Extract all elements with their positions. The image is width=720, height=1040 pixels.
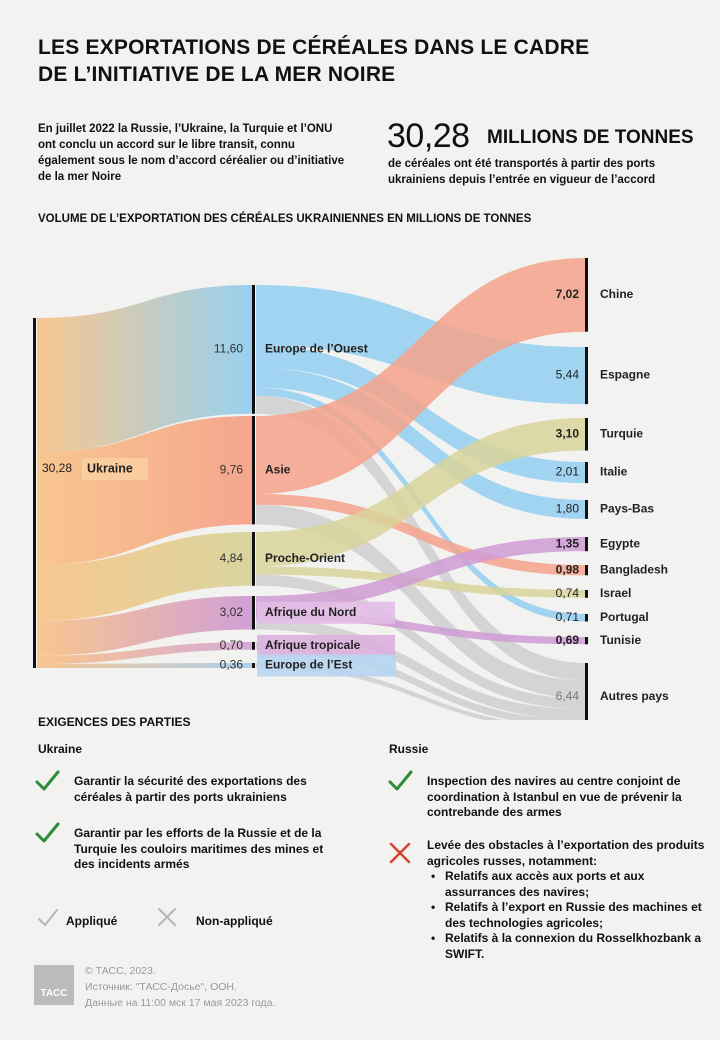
label-region-name: Proche-Orient [265, 551, 346, 566]
node-portugal [585, 614, 588, 621]
label-region-name: Europe de l’Ouest [265, 341, 368, 356]
legend-check-icon [37, 907, 59, 929]
page-title: LES EXPORTATIONS DE CÉRÉALES DANS LE CADRE DE L’INITIATIVE DE LA MER NOIRE [38, 36, 590, 86]
total-number: 30,28 [387, 117, 470, 155]
label-country-value: 7,02 [555, 287, 579, 302]
russia-requirement-2 [427, 838, 709, 962]
label-country-name: Egypte [600, 536, 641, 551]
intro-text: En juillet 2022 la Russie, l’Ukraine, la Turquie et l’ONU ont conclu un accord sur le libre transit, connu également sous le nom d’accord céréalier ou d’initiative de la mer Noire [38, 123, 345, 183]
label-country-value: 5,44 [555, 367, 579, 382]
legend-applied: Appliqué [66, 914, 118, 928]
label-region-value: 4,84 [219, 551, 243, 566]
node-turquie [585, 418, 588, 451]
check-icon [34, 768, 60, 794]
label-country-value: 6,44 [555, 688, 579, 703]
check-icon [34, 820, 60, 846]
label-country-value: 0,98 [555, 562, 579, 577]
node-ukraine [33, 318, 36, 668]
chart-title: VOLUME DE L’EXPORTATION DES CÉRÉALES UKRAINIENNES EN MILLIONS DE TONNES [38, 213, 532, 225]
russia-requirement-2-text: Levée des obstacles à l’exportation des produits agricoles russes, notamment: [427, 838, 705, 868]
node-afrique-tropicale [252, 642, 255, 650]
bullet-item: • Relatifs à la connexion du Rosselkhozbank a SWIFT. [445, 931, 709, 962]
cross-icon [387, 840, 413, 866]
tass-logo: ТАСС [34, 965, 74, 1005]
label-country-name: Portugal [600, 609, 649, 624]
label-country-name: Chine [600, 287, 634, 302]
node-bangladesh [585, 565, 588, 575]
footer-line: Данные на 11:00 мск 17 мая 2023 года. [85, 997, 276, 1009]
label-country-name: Pays-Bas [600, 501, 655, 516]
label-region-name: Afrique tropicale [265, 638, 361, 653]
total-caption: de céréales ont été transportés à partir des ports ukrainiens depuis l’entrée en vigueur de l’accord [388, 158, 656, 186]
node-pays-bas [585, 500, 588, 519]
node-proche-orient [252, 532, 255, 586]
node-asie [252, 416, 255, 524]
label-country-value: 2,01 [555, 464, 579, 479]
russia-requirement-2-bullets [427, 869, 709, 962]
footer-line: Источник: "ТАСС-Досье", ООН. [85, 981, 237, 993]
node-egypte [585, 537, 588, 551]
label-region-value: 0,36 [219, 657, 243, 672]
node-afrique-nord [252, 596, 255, 630]
check-icon [387, 768, 413, 794]
legend-cross-icon [156, 906, 178, 928]
russia-requirement-1: Inspection des navires au centre conjoint de coordination à Istanbul en vue de prévenir la contrebande des armes [427, 774, 682, 819]
label-ukraine-value: 30,28 [42, 461, 73, 476]
label-region-name: Afrique du Nord [265, 604, 357, 619]
label-ukraine-name: Ukraine [87, 461, 133, 476]
label-country-name: Espagne [600, 367, 651, 382]
label-region-value: 3,02 [219, 604, 243, 619]
label-country-name: Italie [600, 464, 628, 479]
label-region-name: Europe de l’Est [265, 657, 353, 672]
node-europe-ouest [252, 285, 255, 414]
label-country-value: 0,74 [555, 586, 579, 601]
label-region-value: 11,60 [213, 341, 243, 356]
node-chine [585, 258, 588, 332]
label-country-name: Israel [600, 586, 632, 601]
label-region-value: 0,70 [219, 638, 243, 653]
ukraine-requirement-2: Garantir par les efforts de la Russie et de la Turquie les couloirs maritimes des mines et des incidents armés [74, 826, 324, 871]
node-italie [585, 462, 588, 483]
node-autres [585, 663, 588, 720]
label-country-name: Autres pays [600, 688, 669, 703]
label-region-value: 9,76 [219, 462, 243, 477]
label-country-value: 0,71 [555, 609, 579, 624]
russia-column-title: Russie [389, 742, 429, 756]
label-region-name: Asie [265, 462, 291, 477]
node-europe-est [252, 663, 255, 668]
label-country-value: 0,69 [555, 632, 579, 647]
requirements-title: EXIGENCES DES PARTIES [38, 715, 191, 729]
total-unit: MILLIONS DE TONNES [487, 127, 694, 148]
label-country-name: Bangladesh [600, 562, 669, 577]
label-country-value: 1,80 [555, 501, 579, 516]
ukraine-requirement-1: Garantir la sécurité des exportations des céréales à partir des ports ukrainiens [74, 774, 307, 804]
footer-line: © ТАСС, 2023. [85, 965, 156, 977]
ukraine-column-title: Ukraine [38, 742, 83, 756]
node-espagne [585, 347, 588, 404]
label-country-name: Turquie [600, 426, 644, 441]
label-country-value: 3,10 [555, 426, 579, 441]
bullet-item: • Relatifs à l’export en Russie des machines et des technologies agricoles; [445, 900, 709, 931]
label-country-value: 1,35 [555, 536, 579, 551]
legend-not-applied: Non-appliqué [196, 914, 273, 928]
label-country-name: Tunisie [600, 632, 642, 647]
bullet-item: • Relatifs aux accès aux ports et aux assurrances des navires; [445, 869, 709, 900]
footer-source [85, 963, 275, 1011]
node-israel [585, 590, 588, 598]
node-tunisie [585, 637, 588, 644]
